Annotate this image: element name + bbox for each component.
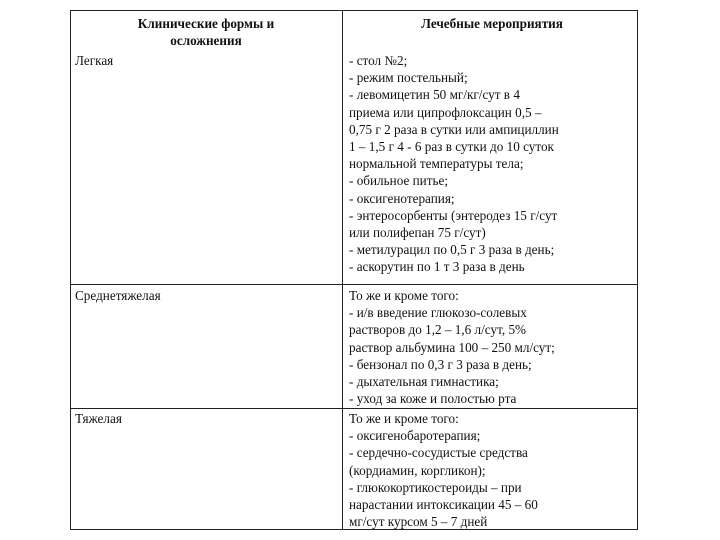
treatment-line: нарастании интоксикации 45 – 60 [349,497,538,513]
row-treatment-moderate [349,287,635,407]
treatment-line: - стол №2; [349,53,408,68]
treatment-line: нормальной температуры тела; [349,156,524,172]
treatment-line: - и/в введение глюкозо-солевых [349,305,527,321]
row-form-severe: Тяжелая [75,411,122,426]
treatment-line: - сердечно-сосудистые средства [349,445,528,461]
treatment-line: - дыхательная гимнастика; [349,374,499,390]
header-treatment: Лечебные мероприятия [421,16,563,31]
treatment-line: или полифепан 75 г/сут) [349,225,486,241]
treatment-line: раствор альбумина 100 – 250 мл/сут; [349,339,555,355]
row-treatment-severe [349,410,635,530]
header-forms [75,15,337,49]
treatment-line: - энтеросорбенты (энтеродез 15 г/сут [349,207,558,223]
treatment-line: (кордиамин, коргликон); [349,462,486,478]
treatment-table [70,10,638,530]
treatment-line: приема или ципрофлоксацин 0,5 – [349,104,542,120]
treatment-line: - оксигенобаротерапия; [349,428,481,444]
treatment-line: - аскорутин по 1 т 3 раза в день [349,259,525,275]
header-forms-line: осложнения [170,33,242,49]
row-form-moderate: Среднетяжелая [75,288,161,303]
treatment-line: - глюкокортикостероиды – при [349,479,522,495]
treatment-line: - метилурацил по 0,5 г 3 раза в день; [349,242,555,258]
treatment-line: - режим постельный; [349,70,468,86]
treatment-line: - обильное питье; [349,173,449,189]
treatment-line: - уход за коже и полостью рта [349,391,517,407]
header-forms-line: Клинические формы и [137,16,275,31]
treatment-line: - оксигенотерапия; [349,190,455,206]
treatment-line: - бензонал по 0,3 г 3 раза в день; [349,356,532,372]
row-divider [71,408,637,409]
treatment-line: То же и кроме того: [349,411,459,426]
treatment-line: растворов до 1,2 – 1,6 л/сут, 5% [349,322,527,338]
treatment-line: 0,75 г 2 раза в сутки или ампициллин [349,121,559,137]
treatment-line: То же и кроме того: [349,288,459,303]
treatment-line: 1 – 1,5 г 4 - 6 раз в сутки до 10 суток [349,139,554,155]
row-treatment-mild [349,52,635,276]
column-divider [342,11,343,529]
treatment-line: мг/сут курсом 5 – 7 дней [349,514,488,530]
row-form-mild: Легкая [75,53,114,68]
treatment-line: - левомицетин 50 мг/кг/сут в 4 [349,87,520,103]
row-divider [71,284,637,285]
